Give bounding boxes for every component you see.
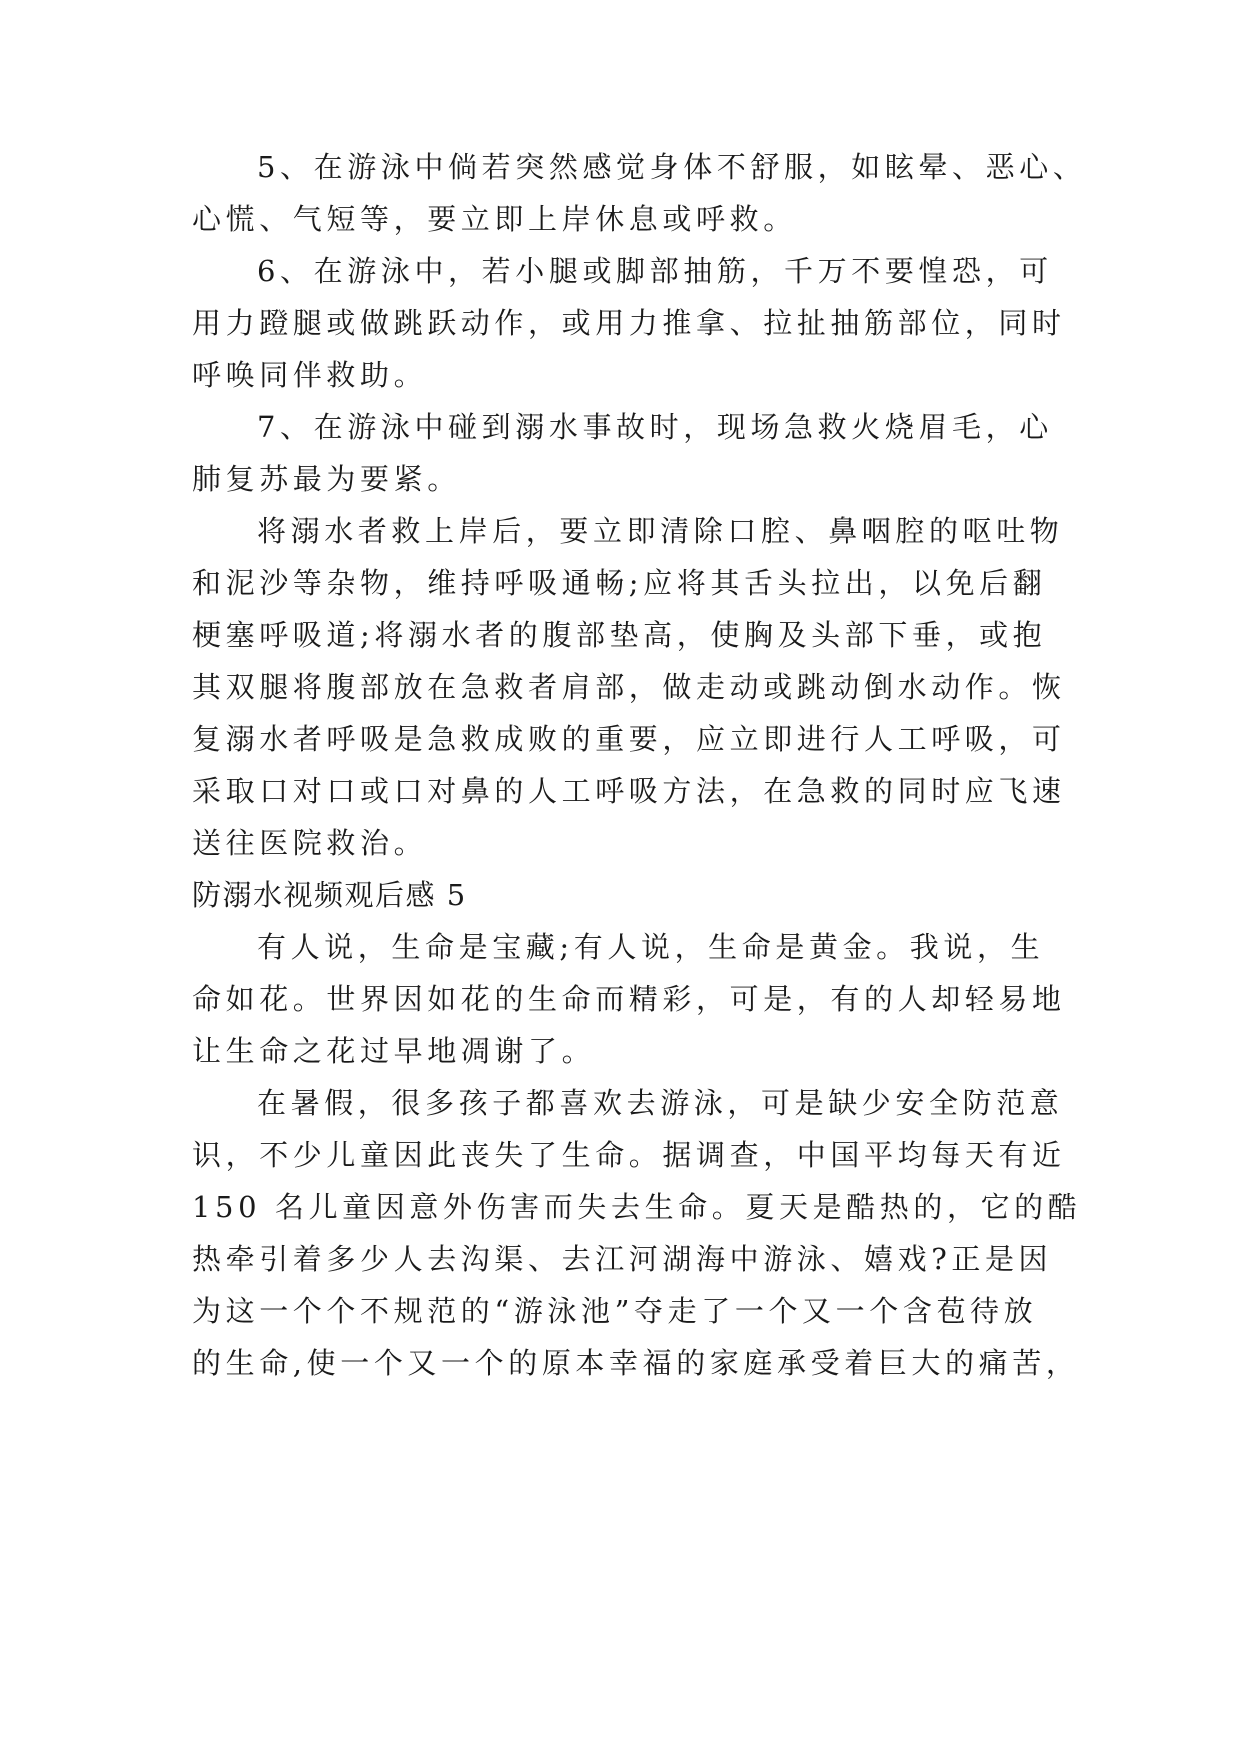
text-line: 5、在游泳中倘若突然感觉身体不舒服，如眩晕、恶心、 (257, 150, 1087, 184)
text-line: 6、在游泳中，若小腿或脚部抽筋，千万不要惶恐，可 (257, 254, 1053, 288)
text-line: 肺复苏最为要紧。 (192, 462, 461, 496)
text-line: 将溺水者救上岸后，要立即清除口腔、鼻咽腔的呕吐物 (257, 514, 1064, 548)
text-line: 心慌、气短等，要立即上岸休息或呼救。 (192, 202, 797, 236)
text-line: 其双腿将腹部放在急救者肩部，做走动或跳动倒水动作。恢 (192, 670, 1066, 704)
text-line: 为这一个个不规范的“游泳池”夺走了一个又一个含苞待放 (192, 1294, 1038, 1328)
text-line: 在暑假，很多孩子都喜欢去游泳，可是缺少安全防范意 (257, 1086, 1064, 1120)
text-line: 命如花。世界因如花的生命而精彩，可是，有的人却轻易地 (192, 982, 1066, 1016)
text-line: 梗塞呼吸道;将溺水者的腹部垫高，使胸及头部下垂，或抱 (192, 618, 1047, 652)
text-line: 有人说，生命是宝藏;有人说，生命是黄金。我说，生 (257, 930, 1045, 964)
text-line: 和泥沙等杂物，维持呼吸通畅;应将其舌头拉出，以免后翻 (192, 566, 1047, 600)
text-line: 热牵引着多少人去沟渠、去江河湖海中游泳、嬉戏?正是因 (192, 1242, 1053, 1276)
text-line: 让生命之花过早地凋谢了。 (192, 1034, 596, 1068)
text-line: 150 名儿童因意外伤害而失去生命。夏天是酷热的，它的酷 (192, 1190, 1082, 1224)
text-line: 识，不少儿童因此丧失了生命。据调查，中国平均每天有近 (192, 1138, 1066, 1172)
text-line: 呼唤同伴救助。 (192, 358, 428, 392)
text-line: 送往医院救治。 (192, 826, 428, 860)
text-line: 复溺水者呼吸是急救成败的重要，应立即进行人工呼吸，可 (192, 722, 1066, 756)
text-line: 的生命,使一个又一个的原本幸福的家庭承受着巨大的痛苦， (192, 1346, 1080, 1380)
section-heading: 防溺水视频观后感 5 (192, 878, 467, 912)
text-line: 用力蹬腿或做跳跃动作，或用力推拿、拉扯抽筋部位，同时 (192, 306, 1066, 340)
text-line: 采取口对口或口对鼻的人工呼吸方法，在急救的同时应飞速 (192, 774, 1066, 808)
text-line: 7、在游泳中碰到溺水事故时，现场急救火烧眉毛，心 (257, 410, 1053, 444)
